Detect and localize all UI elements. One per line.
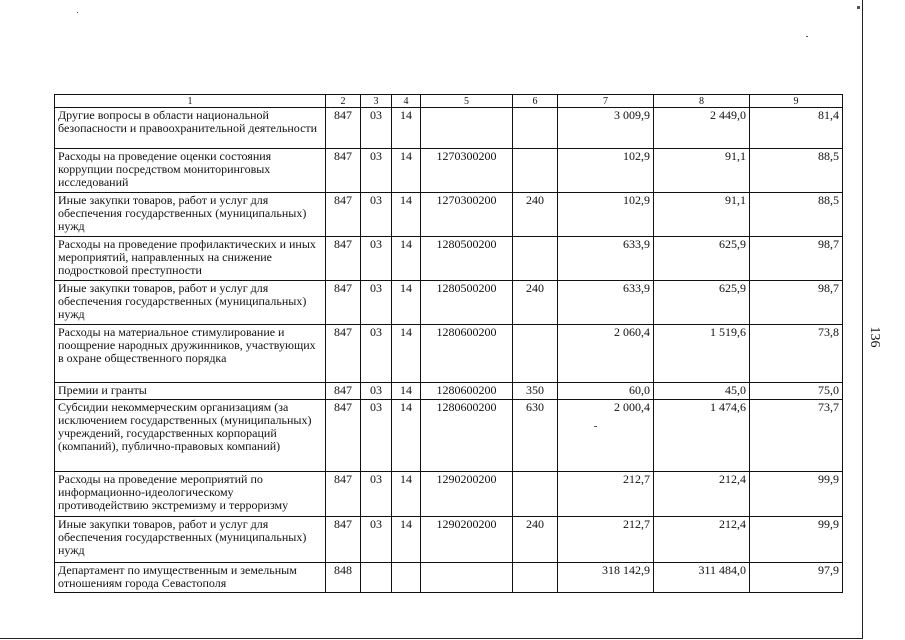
- planned-amount-cell: 3 009,9: [558, 108, 654, 149]
- target-article-cell: [421, 108, 513, 149]
- admin-code-cell: 847: [326, 237, 361, 281]
- row-name-cell: Другие вопросы в области национальной безопасности и правоохранительной деятельности: [55, 108, 326, 149]
- planned-amount-cell: 60,0: [558, 383, 654, 400]
- table-header-row: [55, 95, 843, 108]
- admin-code-cell: 847: [326, 400, 361, 472]
- executed-amount-cell: 625,9: [654, 281, 750, 325]
- admin-code-cell: 847: [326, 517, 361, 563]
- execution-percent-cell: 73,8: [750, 325, 843, 383]
- section-code-cell: 03: [361, 193, 392, 237]
- row-name-cell: Расходы на проведение мероприятий по информационно-идеологическому противодействию экстремизму и терроризму: [55, 472, 326, 517]
- execution-percent-cell: 97,9: [750, 563, 843, 593]
- target-article-cell: 1290200200: [421, 517, 513, 563]
- target-article-cell: 1280500200: [421, 237, 513, 281]
- admin-code-cell: 847: [326, 325, 361, 383]
- subsection-code-cell: 14: [392, 325, 421, 383]
- expense-type-cell: [513, 325, 558, 383]
- expense-type-cell: 350: [513, 383, 558, 400]
- execution-percent-cell: 81,4: [750, 108, 843, 149]
- execution-percent-cell: 88,5: [750, 193, 843, 237]
- target-article-cell: 1270300200: [421, 149, 513, 193]
- scan-speck: [857, 6, 860, 9]
- executed-amount-cell: 2 449,0: [654, 108, 750, 149]
- row-name-cell: Иные закупки товаров, работ и услуг для обеспечения государственных (муниципальных) нужд: [55, 517, 326, 563]
- subsection-code-cell: [392, 563, 421, 593]
- planned-amount-cell: 102,9: [558, 193, 654, 237]
- target-article-cell: 1280600200: [421, 325, 513, 383]
- column-header: 5: [421, 95, 513, 108]
- admin-code-cell: 847: [326, 149, 361, 193]
- subsection-code-cell: 14: [392, 472, 421, 517]
- subsection-code-cell: 14: [392, 517, 421, 563]
- execution-percent-cell: 88,5: [750, 149, 843, 193]
- executed-amount-cell: 45,0: [654, 383, 750, 400]
- admin-code-cell: 847: [326, 193, 361, 237]
- target-article-cell: 1280600200: [421, 383, 513, 400]
- table-row: [55, 563, 843, 593]
- expense-type-cell: [513, 108, 558, 149]
- table-row: [55, 193, 843, 237]
- execution-percent-cell: 98,7: [750, 237, 843, 281]
- execution-percent-cell: 99,9: [750, 517, 843, 563]
- execution-percent-cell: 99,9: [750, 472, 843, 517]
- section-code-cell: 03: [361, 325, 392, 383]
- execution-percent-cell: 75,0: [750, 383, 843, 400]
- subsection-code-cell: 14: [392, 193, 421, 237]
- row-name-cell: Расходы на материальное стимулирование и поощрение народных дружинников, участвующих в охране общественного порядка: [55, 325, 326, 383]
- subsection-code-cell: 14: [392, 400, 421, 472]
- execution-percent-cell: 98,7: [750, 281, 843, 325]
- executed-amount-cell: 212,4: [654, 472, 750, 517]
- column-header: 3: [361, 95, 392, 108]
- target-article-cell: 1270300200: [421, 193, 513, 237]
- executed-amount-cell: 91,1: [654, 149, 750, 193]
- executed-amount-cell: 1 474,6: [654, 400, 750, 472]
- expense-type-cell: [513, 237, 558, 281]
- executed-amount-cell: 91,1: [654, 193, 750, 237]
- planned-amount-cell: 102,9: [558, 149, 654, 193]
- column-header: 1: [55, 95, 326, 108]
- row-name-cell: Расходы на проведение оценки состояния коррупции посредством мониторинговых исследований: [55, 149, 326, 193]
- planned-amount-cell: 633,9: [558, 281, 654, 325]
- section-code-cell: 03: [361, 400, 392, 472]
- planned-amount-cell: 212,7: [558, 517, 654, 563]
- expense-type-cell: 630: [513, 400, 558, 472]
- section-code-cell: 03: [361, 472, 392, 517]
- executed-amount-cell: 212,4: [654, 517, 750, 563]
- row-name-cell: Премии и гранты: [55, 383, 326, 400]
- table-row: [55, 281, 843, 325]
- row-name-cell: Департамент по имущественным и земельным отношениям города Севастополя: [55, 563, 326, 593]
- expense-type-cell: [513, 563, 558, 593]
- row-name-cell: Субсидии некоммерческим организациям (за исключением государственных (муниципальных) учреждений, государственных корпораций (компаний), публично-правовых компаний): [55, 400, 326, 472]
- planned-amount-cell: 212,7: [558, 472, 654, 517]
- expense-type-cell: [513, 149, 558, 193]
- executed-amount-cell: 625,9: [654, 237, 750, 281]
- table-row: [55, 517, 843, 563]
- section-code-cell: 03: [361, 149, 392, 193]
- section-code-cell: 03: [361, 383, 392, 400]
- scan-speck: [77, 12, 78, 13]
- subsection-code-cell: 14: [392, 237, 421, 281]
- section-code-cell: 03: [361, 517, 392, 563]
- table-row: [55, 400, 843, 472]
- row-name-cell: Иные закупки товаров, работ и услуг для обеспечения государственных (муниципальных) нужд: [55, 281, 326, 325]
- target-article-cell: 1280500200: [421, 281, 513, 325]
- page-number: 136: [867, 326, 882, 348]
- expense-type-cell: 240: [513, 193, 558, 237]
- table-row: [55, 237, 843, 281]
- admin-code-cell: 847: [326, 281, 361, 325]
- table-row: [55, 325, 843, 383]
- subsection-code-cell: 14: [392, 149, 421, 193]
- column-header: 7: [558, 95, 654, 108]
- column-header: 8: [654, 95, 750, 108]
- table-row: [55, 383, 843, 400]
- section-code-cell: 03: [361, 108, 392, 149]
- section-code-cell: 03: [361, 281, 392, 325]
- target-article-cell: [421, 563, 513, 593]
- expense-type-cell: 240: [513, 517, 558, 563]
- planned-amount-cell: 318 142,9: [558, 563, 654, 593]
- scan-speck: [806, 36, 808, 37]
- admin-code-cell: 847: [326, 383, 361, 400]
- admin-code-cell: 847: [326, 472, 361, 517]
- section-code-cell: [361, 563, 392, 593]
- expense-type-cell: [513, 472, 558, 517]
- subsection-code-cell: 14: [392, 281, 421, 325]
- table-row: [55, 472, 843, 517]
- planned-amount-cell: 2 000,4: [558, 400, 654, 472]
- table-row: [55, 108, 843, 149]
- admin-code-cell: 847: [326, 108, 361, 149]
- row-name-cell: Иные закупки товаров, работ и услуг для обеспечения государственных (муниципальных) нужд: [55, 193, 326, 237]
- planned-amount-cell: 2 060,4: [558, 325, 654, 383]
- admin-code-cell: 848: [326, 563, 361, 593]
- expense-type-cell: 240: [513, 281, 558, 325]
- planned-amount-cell: 633,9: [558, 237, 654, 281]
- subsection-code-cell: 14: [392, 108, 421, 149]
- target-article-cell: 1280600200: [421, 400, 513, 472]
- table-row: [55, 149, 843, 193]
- column-header: 6: [513, 95, 558, 108]
- subsection-code-cell: 14: [392, 383, 421, 400]
- execution-percent-cell: 73,7: [750, 400, 843, 472]
- budget-table: [54, 94, 843, 593]
- target-article-cell: 1290200200: [421, 472, 513, 517]
- column-header: 4: [392, 95, 421, 108]
- column-header: 9: [750, 95, 843, 108]
- section-code-cell: 03: [361, 237, 392, 281]
- row-name-cell: Расходы на проведение профилактических и иных мероприятий, направленных на снижение подростковой преступности: [55, 237, 326, 281]
- executed-amount-cell: 1 519,6: [654, 325, 750, 383]
- column-header: 2: [326, 95, 361, 108]
- executed-amount-cell: 311 484,0: [654, 563, 750, 593]
